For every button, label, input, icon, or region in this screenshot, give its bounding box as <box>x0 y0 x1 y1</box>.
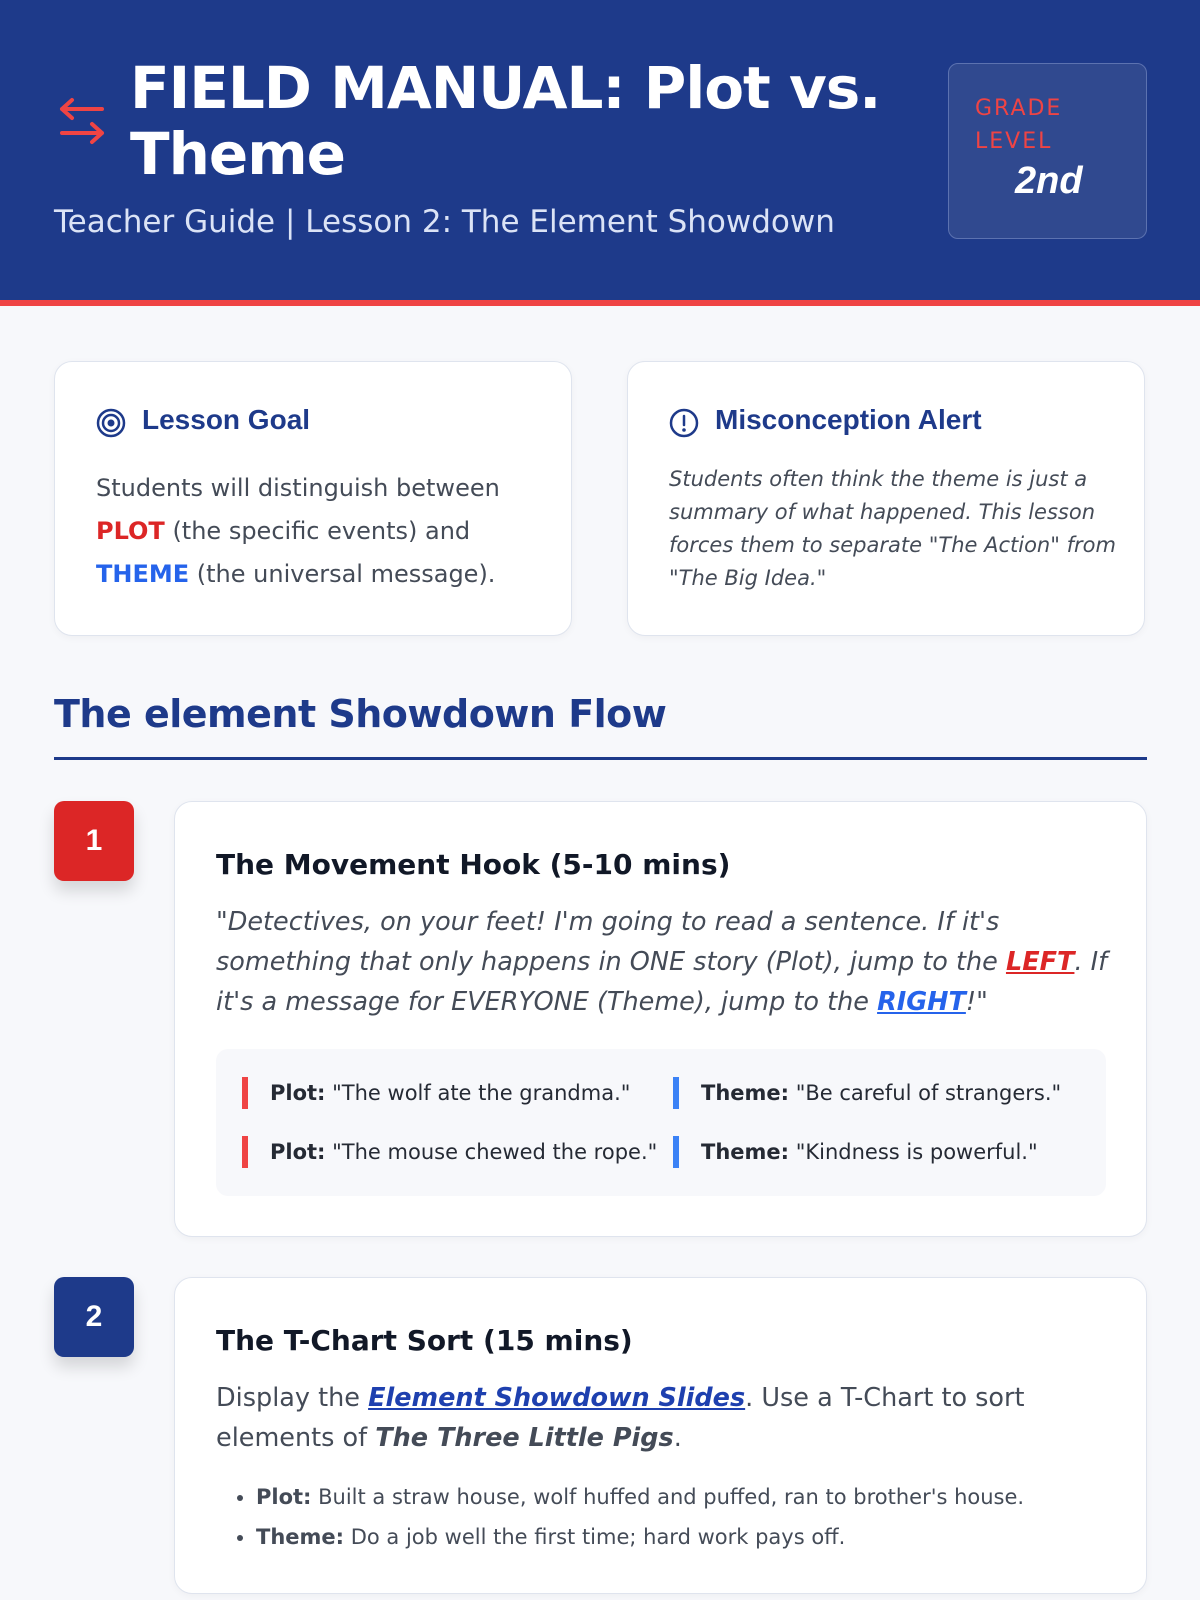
section-divider <box>54 757 1147 760</box>
misconception-alert-title: Misconception Alert <box>715 404 982 435</box>
theme-example: Theme: "Be careful of strangers." <box>673 1077 1061 1109</box>
lesson-goal-card <box>54 361 572 636</box>
swap-arrows-icon <box>58 96 106 146</box>
t-chart-instructions: Display the Element Showdown Slides. Use a T-Chart to sort elements of The Three Little Pigs. <box>216 1383 1025 1453</box>
lesson-goal-title: Lesson Goal <box>142 404 311 435</box>
target-icon <box>96 408 126 438</box>
theme-keyword: THEME <box>96 560 190 588</box>
list-item: • Theme: Do a job well the first time; hard work pays off. <box>256 1517 1106 1557</box>
step-1-title: The Movement Hook (5-10 mins) <box>216 848 731 881</box>
exclamation-circle-icon <box>669 408 699 438</box>
left-link[interactable]: LEFT <box>1005 947 1075 977</box>
misconception-alert-card <box>627 361 1145 636</box>
step-2-number-badge: 2 <box>54 1277 134 1357</box>
step-2-card <box>174 1277 1147 1594</box>
plot-example: Plot: "The mouse chewed the rope." <box>242 1136 657 1168</box>
step-1-card <box>174 801 1147 1237</box>
element-showdown-slides-link[interactable]: Element Showdown Slides <box>368 1383 746 1413</box>
step-2-title: The T-Chart Sort (15 mins) <box>216 1324 633 1357</box>
plot-keyword: PLOT <box>96 517 165 545</box>
page-subtitle: Teacher Guide | Lesson 2: The Element Showdown <box>54 204 835 240</box>
theme-example: Theme: "Kindness is powerful." <box>673 1136 1038 1168</box>
grade-level-label: GRADE LEVEL <box>975 96 1063 154</box>
misconception-alert-text: Students often think the theme is just a summary of what happened. This lesson forces them to separate "The Action" from "The Big Idea." <box>669 467 1116 590</box>
step-1-number-badge: 1 <box>54 801 134 881</box>
plot-example: Plot: "The wolf ate the grandma." <box>242 1077 630 1109</box>
list-item: • Plot: Built a straw house, wolf huffed and puffed, ran to brother's house. <box>256 1477 1106 1517</box>
book-title: The Three Little Pigs <box>375 1423 674 1453</box>
grade-level-badge <box>948 63 1147 239</box>
t-chart-list <box>256 1477 1106 1557</box>
movement-hook-script: "Detectives, on your feet! I'm going to read a sentence. If it's something that only happens in ONE story (Plot), jump to the LEFT. If it's a message for EVERYONE (Theme), jump to the RIGHT!" <box>216 907 1108 1017</box>
grade-level-value: 2nd <box>1015 160 1083 202</box>
page-header <box>0 0 1200 306</box>
lesson-goal-text: Students will distinguish between PLOT (the specific events) and THEME (the universal message). <box>96 474 500 588</box>
hook-examples-panel <box>216 1049 1106 1196</box>
section-title: The element Showdown Flow <box>54 692 667 736</box>
right-link[interactable]: RIGHT <box>877 987 966 1017</box>
page-title: FIELD MANUAL: Plot vs. Theme <box>130 54 881 188</box>
